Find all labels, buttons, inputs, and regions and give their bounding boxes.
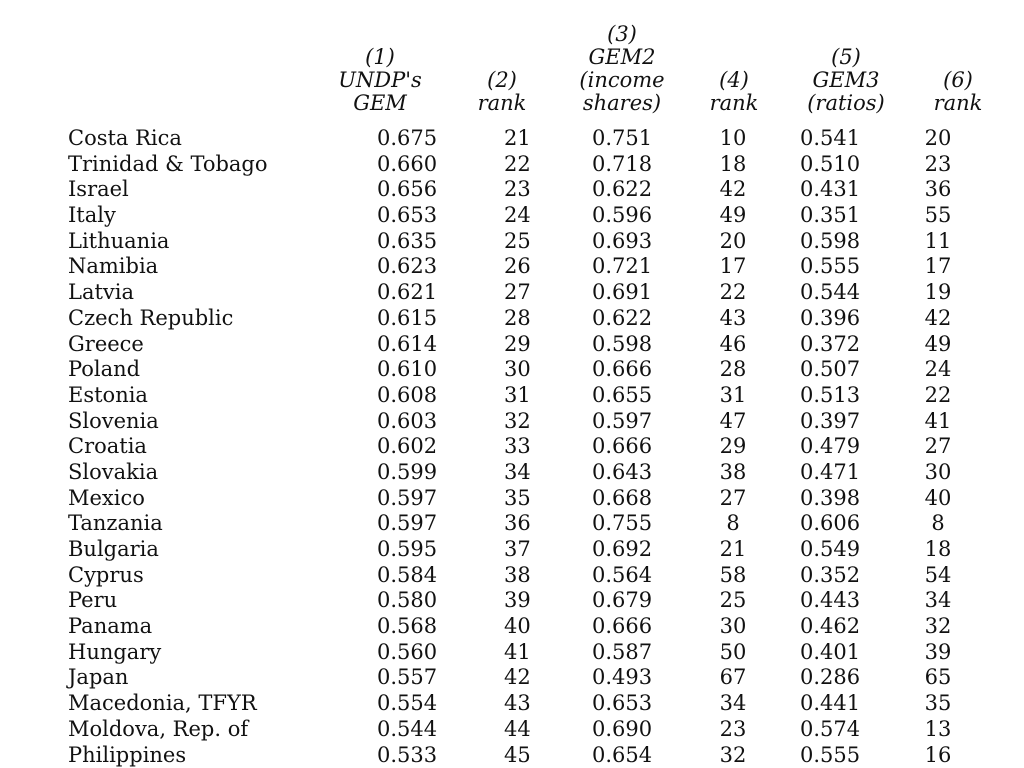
country-cell: Japan — [68, 665, 129, 690]
country-cell: Moldova, Rep. of — [68, 716, 249, 741]
rank6-cell: 19 — [924, 280, 952, 305]
rank2-cell: 24 — [504, 203, 531, 228]
rank2-cell: 32 — [504, 408, 531, 433]
country-cell: Mexico — [68, 485, 145, 510]
gem3-cell: 0.397 — [800, 408, 861, 433]
table-row — [0, 383, 1024, 409]
table-row — [0, 229, 1024, 255]
header-col5-number: (5) — [831, 45, 861, 69]
gem3-cell: 0.507 — [800, 357, 861, 382]
gem2-cell: 0.598 — [592, 331, 653, 356]
gem3-cell: 0.462 — [800, 614, 861, 639]
rank4-cell: 46 — [719, 331, 747, 356]
rank2-cell: 44 — [504, 716, 531, 741]
rank2-cell: 27 — [504, 280, 531, 305]
rank4-cell: 50 — [719, 639, 747, 664]
gem2-cell: 0.643 — [592, 459, 653, 484]
gem3-cell: 0.479 — [800, 434, 861, 459]
rank4-cell: 17 — [719, 254, 747, 279]
rank2-cell: 26 — [504, 254, 531, 279]
gem2-cell: 0.693 — [592, 228, 653, 253]
rank6-cell: 11 — [924, 228, 952, 253]
table-row — [0, 717, 1024, 743]
gem2-cell: 0.718 — [592, 151, 653, 176]
table-row — [0, 177, 1024, 203]
header-col4-rank — [700, 69, 768, 115]
header-col5-line2: (ratios) — [807, 91, 885, 115]
rank6-cell: 27 — [924, 434, 952, 459]
rank4-cell: 27 — [719, 485, 747, 510]
undp-gem-cell: 0.595 — [377, 537, 438, 561]
gem3-cell: 0.443 — [800, 588, 861, 613]
header-col4-number: (4) — [719, 68, 749, 92]
header-col3-line3: shares) — [582, 91, 662, 115]
rank4-cell: 38 — [719, 459, 747, 484]
table-row — [0, 691, 1024, 717]
country-cell: Lithuania — [68, 228, 170, 253]
gem3-cell: 0.471 — [800, 459, 861, 484]
header-col1-undp-gem — [320, 46, 440, 115]
header-col3-gem2 — [556, 23, 688, 115]
rank2-cell: 41 — [504, 639, 531, 664]
undp-gem-cell: 0.603 — [377, 408, 438, 433]
country-cell: Costa Rica — [68, 126, 182, 150]
rank6-cell: 49 — [924, 331, 952, 356]
gem3-cell: 0.396 — [800, 305, 861, 330]
rank4-cell: 22 — [719, 280, 747, 305]
gem2-cell: 0.690 — [592, 716, 653, 741]
rank6-cell: 65 — [924, 665, 952, 690]
country-cell: Hungary — [68, 639, 162, 664]
header-col5-gem3 — [788, 46, 904, 115]
gem3-cell: 0.555 — [800, 742, 861, 767]
header-col3-line2: (income — [579, 68, 665, 92]
table-row — [0, 563, 1024, 589]
gem3-cell: 0.606 — [800, 511, 861, 536]
rank6-cell: 8 — [931, 511, 945, 536]
rank4-cell: 31 — [719, 382, 747, 407]
rank4-cell: 34 — [719, 691, 747, 716]
table-row — [0, 640, 1024, 666]
header-col2-line1: rank — [477, 91, 527, 115]
rank4-cell: 47 — [719, 408, 747, 433]
rank6-cell: 39 — [924, 639, 952, 664]
country-cell: Macedonia, TFYR — [68, 691, 257, 716]
header-col3-number: (3) — [607, 22, 637, 46]
undp-gem-cell: 0.653 — [377, 203, 438, 228]
gem2-cell: 0.654 — [592, 742, 653, 767]
gem2-cell: 0.493 — [592, 665, 653, 690]
header-col6-rank — [920, 69, 996, 115]
rank2-cell: 40 — [504, 614, 531, 639]
gem3-cell: 0.513 — [800, 382, 861, 407]
rank2-cell: 34 — [504, 459, 531, 484]
rank6-cell: 42 — [924, 305, 952, 330]
gem2-cell: 0.564 — [592, 562, 653, 587]
country-cell: Italy — [68, 203, 116, 228]
rank2-cell: 23 — [504, 177, 531, 202]
rank2-cell: 21 — [504, 126, 531, 150]
gem2-cell: 0.653 — [592, 691, 653, 716]
undp-gem-cell: 0.614 — [377, 331, 438, 356]
table-row — [0, 743, 1024, 768]
rank4-cell: 49 — [719, 203, 747, 228]
rank6-cell: 36 — [924, 177, 952, 202]
rank6-cell: 55 — [924, 203, 952, 228]
undp-gem-cell: 0.608 — [377, 382, 438, 407]
table-row — [0, 614, 1024, 640]
table-row — [0, 254, 1024, 280]
gem3-cell: 0.555 — [800, 254, 861, 279]
header-col4-line1: rank — [709, 91, 759, 115]
rank4-cell: 23 — [719, 716, 747, 741]
gem2-cell: 0.587 — [592, 639, 653, 664]
table-row — [0, 332, 1024, 358]
gem2-cell: 0.721 — [592, 254, 653, 279]
table-row — [0, 126, 1024, 152]
rank2-cell: 33 — [504, 434, 531, 459]
gem2-cell: 0.666 — [592, 614, 653, 639]
header-col5-line1: GEM3 — [812, 68, 880, 92]
rank6-cell: 41 — [924, 408, 952, 433]
rank4-cell: 32 — [719, 742, 747, 767]
rank2-cell: 43 — [504, 691, 531, 716]
rank2-cell: 38 — [504, 562, 531, 587]
undp-gem-cell: 0.623 — [377, 254, 438, 279]
gem2-cell: 0.755 — [592, 511, 653, 536]
table-row — [0, 460, 1024, 486]
rank4-cell: 8 — [726, 511, 740, 536]
gem3-cell: 0.510 — [800, 151, 861, 176]
rank6-cell: 22 — [924, 382, 952, 407]
gem2-cell: 0.597 — [592, 408, 653, 433]
rank4-cell: 29 — [719, 434, 747, 459]
country-cell: Philippines — [68, 742, 187, 767]
table-row — [0, 357, 1024, 383]
gem3-cell: 0.372 — [800, 331, 861, 356]
undp-gem-cell: 0.597 — [377, 485, 438, 510]
header-col3-line1: GEM2 — [588, 45, 656, 69]
gem2-cell: 0.668 — [592, 485, 653, 510]
undp-gem-cell: 0.568 — [377, 614, 438, 639]
rank4-cell: 28 — [719, 357, 747, 382]
gem3-cell: 0.286 — [800, 665, 861, 690]
rank2-cell: 28 — [504, 305, 531, 330]
rank2-cell: 36 — [504, 511, 531, 536]
gem3-cell: 0.352 — [800, 562, 861, 587]
rank6-cell: 40 — [924, 485, 952, 510]
header-col1-line2: GEM — [353, 91, 407, 115]
gem3-cell: 0.549 — [800, 537, 861, 561]
rank4-cell: 43 — [719, 305, 747, 330]
country-cell: Croatia — [68, 434, 147, 459]
rank2-cell: 25 — [504, 228, 531, 253]
header-col1-line1: UNDP's — [338, 68, 422, 92]
rank2-cell: 45 — [504, 742, 531, 767]
rank4-cell: 10 — [719, 126, 747, 150]
gem3-cell: 0.441 — [800, 691, 861, 716]
table-row — [0, 152, 1024, 178]
undp-gem-cell: 0.656 — [377, 177, 438, 202]
rank6-cell: 18 — [924, 537, 952, 561]
rank2-cell: 31 — [504, 382, 531, 407]
table-row — [0, 409, 1024, 435]
rank4-cell: 30 — [719, 614, 747, 639]
gem3-cell: 0.544 — [800, 280, 861, 305]
table-row — [0, 306, 1024, 332]
rank2-cell: 42 — [504, 665, 531, 690]
gem3-cell: 0.398 — [800, 485, 861, 510]
undp-gem-cell: 0.615 — [377, 305, 438, 330]
country-cell: Panama — [68, 614, 153, 639]
gem2-cell: 0.622 — [592, 305, 653, 330]
header-col2-number: (2) — [487, 68, 517, 92]
gem3-cell: 0.598 — [800, 228, 861, 253]
rank2-cell: 29 — [504, 331, 531, 356]
rank6-cell: 35 — [924, 691, 952, 716]
country-cell: Tanzania — [68, 511, 163, 536]
table-row — [0, 511, 1024, 537]
undp-gem-cell: 0.533 — [377, 742, 438, 767]
country-cell: Peru — [68, 588, 118, 613]
gem3-cell: 0.574 — [800, 716, 861, 741]
undp-gem-cell: 0.599 — [377, 459, 438, 484]
undp-gem-cell: 0.560 — [377, 639, 438, 664]
table-row — [0, 665, 1024, 691]
country-cell: Greece — [68, 331, 144, 356]
rank6-cell: 24 — [924, 357, 952, 382]
rank4-cell: 21 — [719, 537, 747, 561]
rank2-cell: 30 — [504, 357, 531, 382]
rank2-cell: 35 — [504, 485, 531, 510]
rank4-cell: 18 — [719, 151, 747, 176]
rank4-cell: 20 — [719, 228, 747, 253]
header-col2-rank — [470, 69, 534, 115]
header-col1-number: (1) — [365, 45, 395, 69]
header-col6-number: (6) — [943, 68, 973, 92]
undp-gem-cell: 0.597 — [377, 511, 438, 536]
table-row — [0, 434, 1024, 460]
gem2-cell: 0.666 — [592, 434, 653, 459]
country-cell: Namibia — [68, 254, 159, 279]
gem2-cell: 0.666 — [592, 357, 653, 382]
rank4-cell: 67 — [719, 665, 747, 690]
undp-gem-cell: 0.621 — [377, 280, 438, 305]
gem2-cell: 0.655 — [592, 382, 653, 407]
country-cell: Israel — [68, 177, 129, 202]
table-row — [0, 537, 1024, 563]
undp-gem-cell: 0.554 — [377, 691, 438, 716]
rank4-cell: 25 — [719, 588, 747, 613]
table-row — [0, 486, 1024, 512]
rank4-cell: 58 — [719, 562, 747, 587]
gem3-cell: 0.351 — [800, 203, 861, 228]
rank6-cell: 17 — [924, 254, 952, 279]
header-col6-line1: rank — [933, 91, 983, 115]
table-body — [0, 126, 1024, 768]
rank2-cell: 39 — [504, 588, 531, 613]
undp-gem-cell: 0.557 — [377, 665, 438, 690]
rank6-cell: 16 — [924, 742, 952, 767]
undp-gem-cell: 0.635 — [377, 228, 438, 253]
undp-gem-cell: 0.610 — [377, 357, 438, 382]
undp-gem-cell: 0.544 — [377, 716, 438, 741]
country-cell: Bulgaria — [68, 537, 159, 561]
table-row — [0, 280, 1024, 306]
undp-gem-cell: 0.660 — [377, 151, 438, 176]
country-cell: Slovakia — [68, 459, 159, 484]
country-cell: Latvia — [68, 280, 135, 305]
rank6-cell: 32 — [924, 614, 952, 639]
gem2-cell: 0.596 — [592, 203, 653, 228]
country-cell: Cyprus — [68, 562, 144, 587]
gem2-cell: 0.751 — [592, 126, 653, 150]
undp-gem-cell: 0.675 — [377, 126, 438, 150]
undp-gem-cell: 0.580 — [377, 588, 438, 613]
country-cell: Trinidad & Tobago — [68, 151, 268, 176]
gem2-cell: 0.679 — [592, 588, 653, 613]
country-cell: Estonia — [68, 382, 148, 407]
gem3-cell: 0.541 — [800, 126, 861, 150]
rank6-cell: 54 — [924, 562, 952, 587]
rank6-cell: 13 — [924, 716, 952, 741]
undp-gem-cell: 0.584 — [377, 562, 438, 587]
rank4-cell: 42 — [719, 177, 747, 202]
gem3-cell: 0.401 — [800, 639, 861, 664]
gem2-cell: 0.691 — [592, 280, 653, 305]
table-row — [0, 203, 1024, 229]
rank6-cell: 30 — [924, 459, 952, 484]
table-row — [0, 588, 1024, 614]
gem2-cell: 0.622 — [592, 177, 653, 202]
gem2-cell: 0.692 — [592, 537, 653, 561]
country-cell: Poland — [68, 357, 141, 382]
country-cell: Slovenia — [68, 408, 159, 433]
rank2-cell: 37 — [504, 537, 531, 561]
country-cell: Czech Republic — [68, 305, 234, 330]
rank6-cell: 34 — [924, 588, 952, 613]
undp-gem-cell: 0.602 — [377, 434, 438, 459]
rank2-cell: 22 — [504, 151, 531, 176]
rank6-cell: 20 — [924, 126, 952, 150]
rank6-cell: 23 — [924, 151, 952, 176]
gem3-cell: 0.431 — [800, 177, 861, 202]
